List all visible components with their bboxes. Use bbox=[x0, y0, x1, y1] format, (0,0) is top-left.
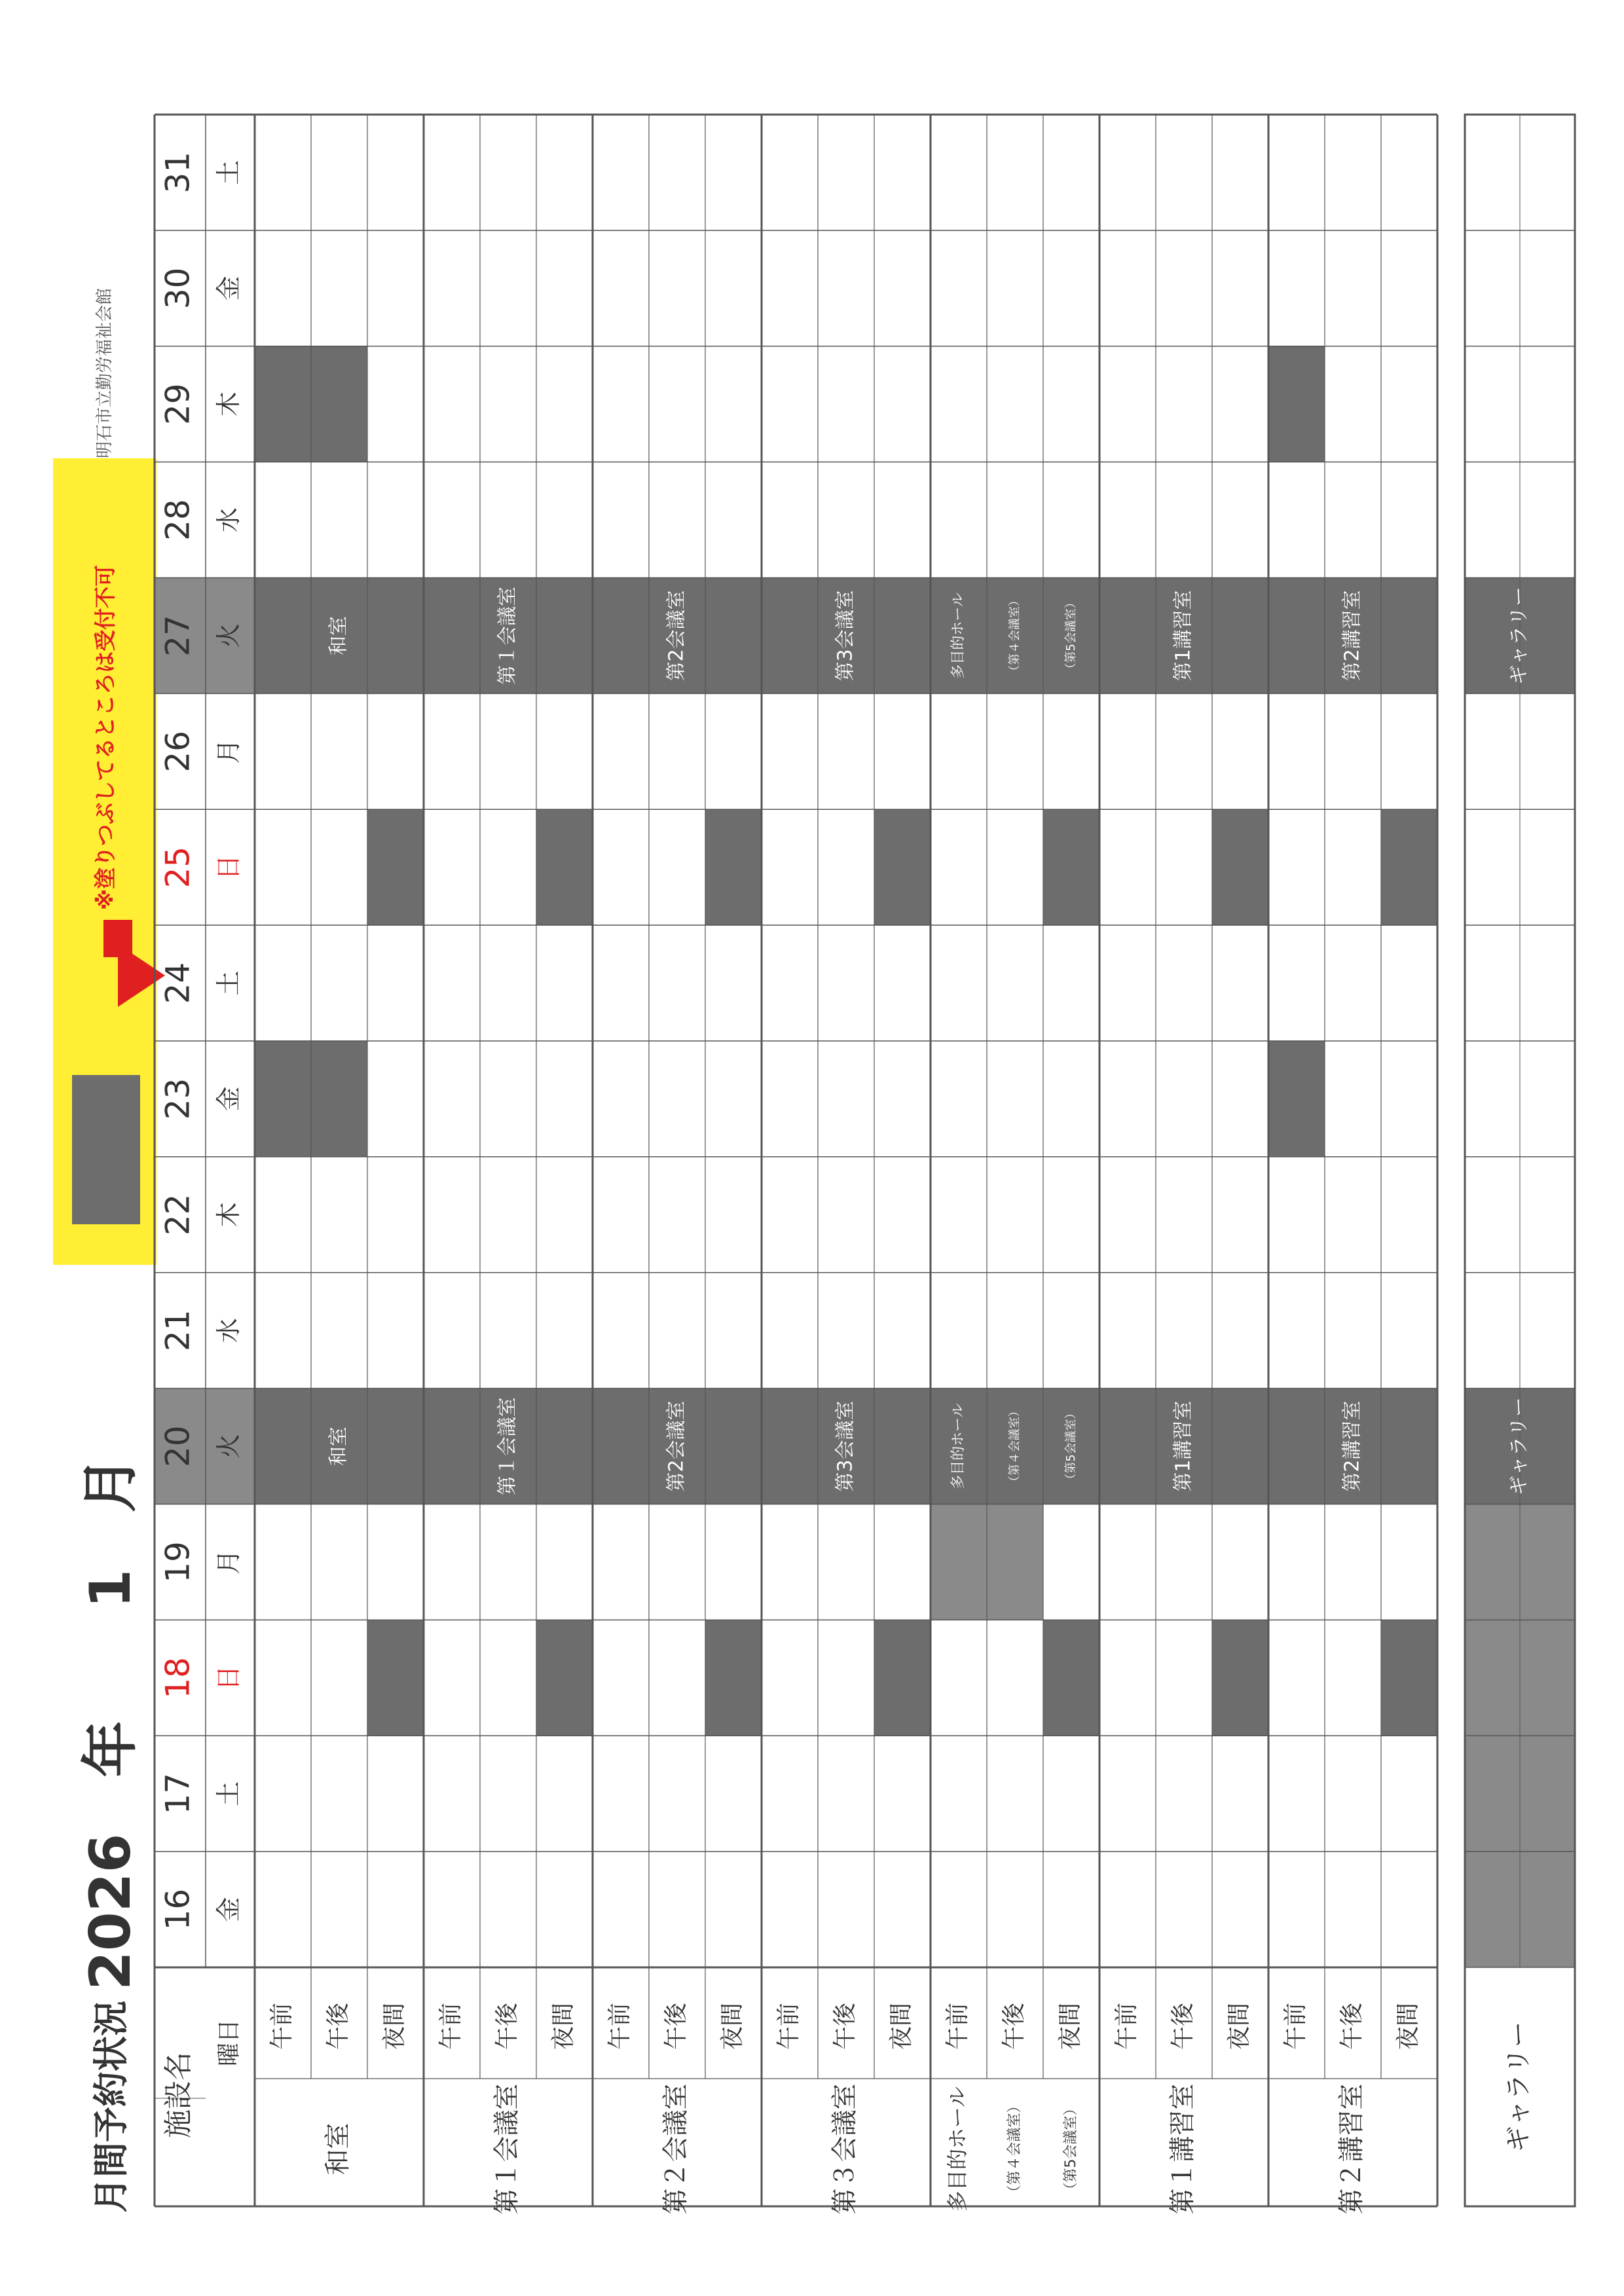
day-weekday: 火 bbox=[214, 623, 243, 648]
booked-cell bbox=[1381, 1620, 1437, 1736]
weekday-header: 曜日 bbox=[215, 2018, 243, 2067]
slot-label: 午前 bbox=[606, 2002, 633, 2050]
day-number: 27 bbox=[158, 615, 197, 657]
day-number: 31 bbox=[158, 151, 197, 194]
slot-label: 午後 bbox=[1170, 2002, 1196, 2050]
year-month-title: 2026 年 1 月 bbox=[78, 1456, 143, 1990]
slot-label: 午前 bbox=[437, 2002, 464, 2050]
day-number: 29 bbox=[158, 383, 197, 425]
slot-label: 午後 bbox=[663, 2002, 690, 2050]
facility-name: 第１講習室 bbox=[1168, 2083, 1198, 2215]
slot-label: 夜間 bbox=[550, 2002, 577, 2050]
booked-cell bbox=[1212, 809, 1268, 925]
booked-cell bbox=[367, 809, 424, 925]
facility-name: 第２講習室 bbox=[1337, 2083, 1367, 2215]
closed-label: 第1講習室 bbox=[1172, 590, 1195, 682]
day-number: 22 bbox=[158, 1194, 197, 1236]
closed-label: 第3会議室 bbox=[834, 1400, 857, 1492]
day-number: 16 bbox=[158, 1888, 197, 1931]
issuer-name: 明石市立勤労福祉会館 bbox=[95, 287, 115, 458]
booked-cell bbox=[536, 809, 593, 925]
day-number: 24 bbox=[158, 962, 197, 1004]
slot-label: 午前 bbox=[268, 2002, 295, 2050]
facility-name: 第３会議室 bbox=[830, 2083, 860, 2215]
day-weekday: 日 bbox=[214, 854, 243, 880]
slot-label: 午後 bbox=[325, 2002, 352, 2050]
slot-label: 夜間 bbox=[1226, 2002, 1253, 2050]
day-number: 26 bbox=[158, 731, 197, 773]
day-weekday: 水 bbox=[214, 507, 243, 533]
day-weekday: 木 bbox=[214, 392, 243, 417]
closed-label: 多目的ホール bbox=[950, 1403, 967, 1489]
closed-sublabel: （第４会議室） bbox=[1008, 1405, 1022, 1488]
slot-label: 夜間 bbox=[1057, 2002, 1084, 2050]
slot-label: 夜間 bbox=[1395, 2002, 1422, 2050]
gallery-closed-label: ギャラリー bbox=[1507, 1397, 1531, 1496]
booked-cell bbox=[1043, 809, 1099, 925]
facility-name: 多目的ホール bbox=[945, 2086, 970, 2212]
legend-swatch bbox=[72, 1075, 140, 1224]
day-weekday: 木 bbox=[214, 1202, 243, 1228]
legend-note: ※塗りつぶしてるところは受付不可 bbox=[92, 564, 118, 910]
day-number: 18 bbox=[158, 1657, 197, 1699]
facility-name: 和室 bbox=[323, 2123, 353, 2176]
day-weekday: 土 bbox=[214, 1781, 243, 1806]
closed-sublabel: （第5会議室） bbox=[1064, 596, 1078, 675]
booked-cell bbox=[1268, 1041, 1325, 1157]
facility-subname: （第４会議室） bbox=[1006, 2098, 1023, 2200]
day-number: 25 bbox=[158, 846, 197, 888]
day-number: 23 bbox=[158, 1078, 197, 1120]
closed-label: 第3会議室 bbox=[834, 590, 857, 682]
page-title: 月間予約状況 bbox=[90, 2001, 132, 2213]
booked-cell bbox=[1381, 809, 1437, 925]
day-number: 19 bbox=[158, 1541, 197, 1583]
slot-label: 午前 bbox=[1113, 2002, 1140, 2050]
booked-cell bbox=[1268, 346, 1325, 462]
slot-label: 午後 bbox=[1001, 2002, 1027, 2050]
booked-cell bbox=[705, 809, 762, 925]
booked-cell bbox=[536, 1620, 593, 1736]
day-weekday: 火 bbox=[214, 1434, 243, 1459]
booked-cell bbox=[874, 809, 931, 925]
day-weekday: 金 bbox=[214, 1897, 243, 1922]
day-weekday: 土 bbox=[214, 970, 243, 996]
closed-sublabel: （第5会議室） bbox=[1064, 1407, 1078, 1485]
slot-label: 夜間 bbox=[719, 2002, 746, 2050]
day-weekday: 月 bbox=[214, 738, 243, 764]
facility-name: 第１会議室 bbox=[492, 2083, 522, 2215]
slot-label: 午後 bbox=[832, 2002, 858, 2050]
facility-name: 第２会議室 bbox=[661, 2083, 691, 2215]
facility-header: 施設名 bbox=[162, 2052, 195, 2138]
day-weekday: 土 bbox=[214, 160, 243, 185]
day-number: 20 bbox=[158, 1425, 197, 1467]
booked-cell bbox=[1212, 1620, 1268, 1736]
slot-label: 午後 bbox=[1338, 2002, 1365, 2050]
closed-label: 第2会議室 bbox=[665, 590, 688, 682]
day-number: 28 bbox=[158, 499, 197, 541]
slot-label: 午前 bbox=[775, 2002, 802, 2050]
day-weekday: 月 bbox=[214, 1549, 243, 1575]
day-weekday: 金 bbox=[214, 1086, 243, 1112]
closed-label: 第2講習室 bbox=[1340, 590, 1364, 682]
day-weekday: 日 bbox=[214, 1665, 243, 1690]
closed-sublabel: （第４会議室） bbox=[1008, 594, 1022, 677]
booked-cell bbox=[367, 1620, 424, 1736]
closed-label: 第１会議室 bbox=[496, 586, 519, 685]
booked-cell bbox=[874, 1620, 931, 1736]
gallery-name: ギャラリー bbox=[1504, 2021, 1534, 2153]
closed-label: 第2会議室 bbox=[665, 1400, 688, 1492]
gallery-closed-label: ギャラリー bbox=[1507, 586, 1531, 685]
day-number: 21 bbox=[158, 1309, 197, 1351]
day-number: 17 bbox=[158, 1772, 197, 1815]
slot-label: 夜間 bbox=[381, 2002, 408, 2050]
closed-label: 和室 bbox=[327, 615, 350, 655]
booked-cell bbox=[1043, 1620, 1099, 1736]
closed-label: 和室 bbox=[327, 1427, 350, 1467]
closed-label: 多目的ホール bbox=[950, 592, 967, 679]
day-weekday: 金 bbox=[214, 276, 243, 301]
closed-label: 第１会議室 bbox=[496, 1397, 519, 1496]
facility-subname: （第5会議室） bbox=[1063, 2101, 1079, 2197]
slot-label: 午前 bbox=[944, 2002, 971, 2050]
day-number: 30 bbox=[158, 267, 197, 310]
closed-label: 第2講習室 bbox=[1340, 1400, 1364, 1492]
booked-cell bbox=[705, 1620, 762, 1736]
slot-label: 夜間 bbox=[888, 2002, 915, 2050]
slot-label: 午前 bbox=[1282, 2002, 1309, 2050]
day-weekday: 水 bbox=[214, 1318, 243, 1343]
reservation-table bbox=[155, 115, 1575, 2215]
slot-label: 午後 bbox=[494, 2002, 521, 2050]
closed-label: 第1講習室 bbox=[1172, 1400, 1195, 1492]
